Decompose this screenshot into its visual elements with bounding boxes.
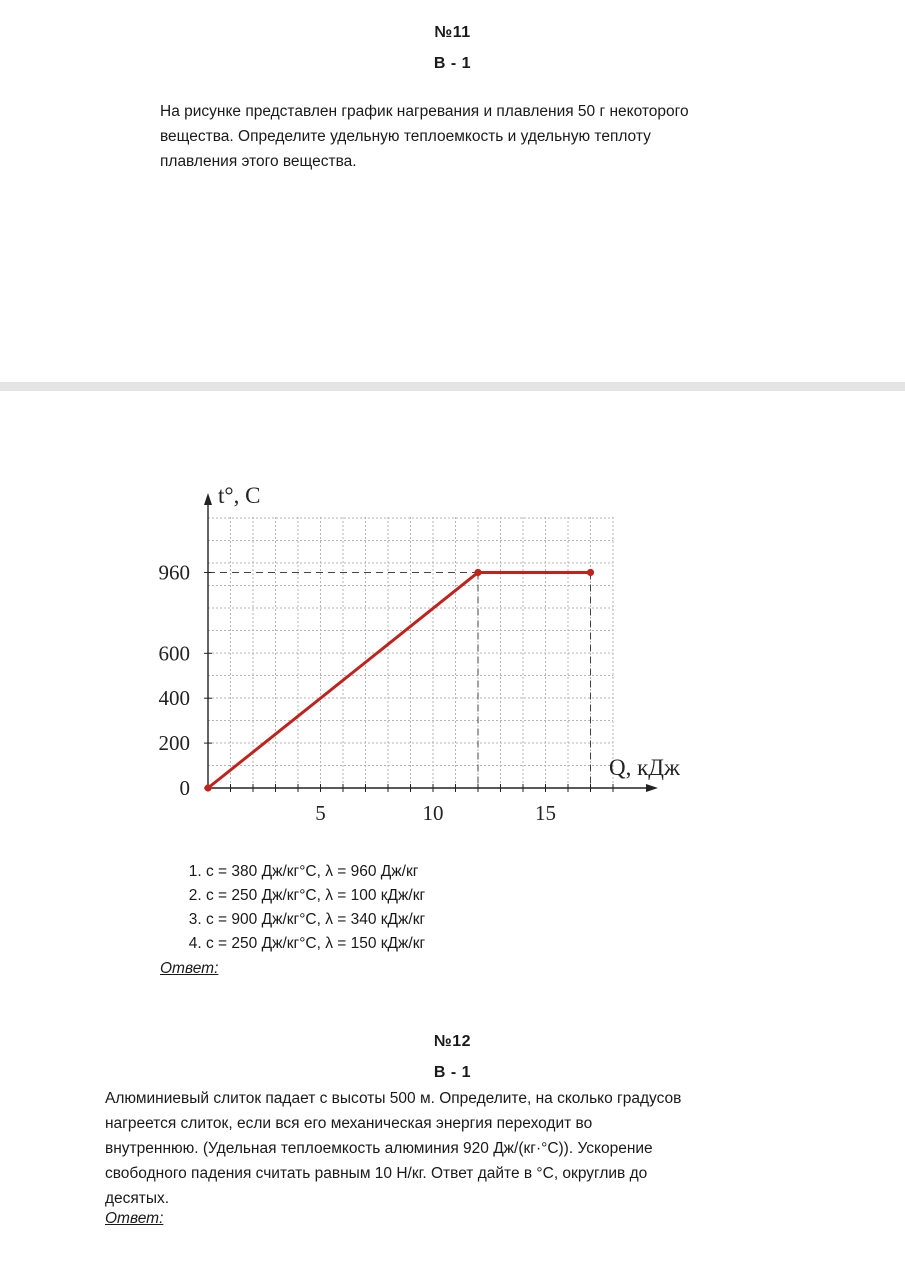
y-tick-label: 200: [158, 731, 190, 756]
task12-line: внутреннюю. (Удельная теплоемкость алюминия 920 Дж/(кг·°C)). Ускорение: [105, 1140, 653, 1157]
answer-options: [182, 860, 425, 956]
series-line: [208, 572, 591, 788]
x-tick-label: 15: [535, 801, 556, 825]
chart-axes: [204, 493, 658, 792]
answer-option: 2. c = 250 Дж/кг°C, λ = 100 кДж/кг: [206, 884, 425, 908]
x-tick-label: 5: [315, 801, 326, 825]
y-tick-label: 0: [179, 776, 190, 800]
data-point: [474, 569, 481, 576]
answer-option: 3. c = 900 Дж/кг°C, λ = 340 кДж/кг: [206, 908, 425, 932]
task12-variant: В - 1: [433, 1064, 472, 1081]
y-axis-label: t°, C: [218, 483, 261, 508]
task12-line: нагреется слиток, если вся его механическая энергия переходит во: [105, 1115, 593, 1132]
task12-number: №12: [433, 1033, 472, 1050]
y-tick-label: 600: [158, 641, 190, 666]
chart-grid: [208, 517, 613, 788]
x-axis-arrow-icon: [646, 784, 658, 792]
y-axis-arrow-icon: [204, 493, 212, 505]
task12-line: Алюминиевый слиток падает с высоты 500 м. Определите, на сколько градусов: [105, 1090, 682, 1107]
heating-chart: [150, 465, 730, 835]
task11-variant: В - 1: [433, 55, 472, 72]
task12-answer-label: Ответ:: [105, 1210, 164, 1227]
y-tick-label: 960: [158, 560, 190, 585]
chart-guide-lines: [208, 572, 591, 788]
data-point: [204, 784, 211, 791]
task12-line: десятых.: [105, 1190, 170, 1207]
answer-option: 1. c = 380 Дж/кг°C, λ = 960 Дж/кг: [206, 860, 425, 884]
x-tick-label: 10: [422, 801, 444, 825]
task11-line: На рисунке представлен график нагревания и плавления 50 г некоторого: [160, 103, 689, 120]
task11-answer-label: Ответ:: [160, 960, 219, 977]
task11-line: вещества. Определите удельную теплоемкость и удельную теплоту: [160, 128, 651, 145]
answer-option: 4. c = 250 Дж/кг°C, λ = 150 кДж/кг: [206, 932, 425, 956]
data-point: [587, 569, 594, 576]
chart-series: [204, 569, 594, 792]
task12-line: свободного падения считать равным 10 Н/кг. Ответ дайте в °C, округлив до: [105, 1165, 648, 1182]
task11-line: плавления этого вещества.: [160, 153, 357, 170]
chart-ticks: [159, 560, 614, 825]
page-divider: [0, 382, 905, 391]
task11-number: №11: [434, 24, 471, 41]
y-tick-label: 400: [158, 686, 190, 711]
task11-text: [160, 99, 820, 174]
task12-text: [105, 1086, 825, 1211]
x-axis-label: Q, кДж: [609, 755, 680, 780]
